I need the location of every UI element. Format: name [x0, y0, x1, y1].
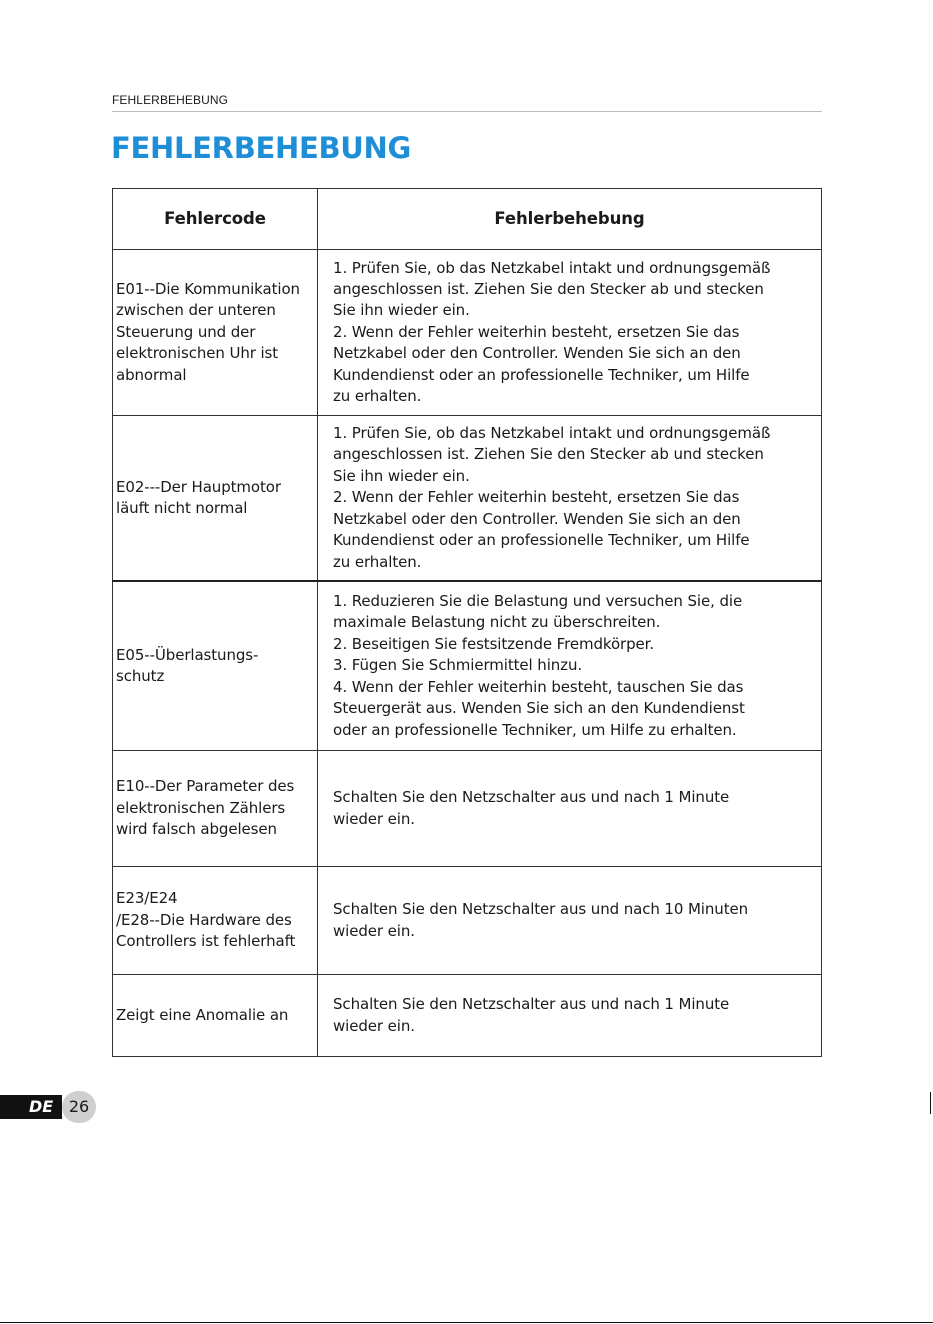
remedy-line: maximale Belastung nicht zu überschreiten.: [333, 613, 661, 632]
remedy-line: Netzkabel oder den Controller. Wenden Sie sich an den: [333, 509, 741, 528]
error-code-cell: [113, 867, 318, 975]
error-code-line: E23/E24: [116, 889, 178, 908]
remedy-line: 3. Fügen Sie Schmiermittel hinzu.: [333, 656, 583, 675]
remedy-line: oder an professionelle Techniker, um Hilfe zu erhalten.: [333, 720, 737, 739]
remedy-line: wieder ein.: [333, 809, 415, 828]
error-code-line: wird falsch abgelesen: [116, 820, 277, 839]
table-row: [113, 867, 822, 975]
remedy-cell: [318, 250, 822, 416]
remedy-line: 1. Prüfen Sie, ob das Netzkabel intakt und ordnungsgemäß: [333, 258, 771, 277]
remedy-line: Schalten Sie den Netzschalter aus und nach 1 Minute: [333, 995, 730, 1014]
remedy-line: angeschlossen ist. Ziehen Sie den Stecker ab und stecken: [333, 445, 764, 464]
crop-mark: [930, 1092, 931, 1114]
error-code-line: schutz: [116, 667, 165, 685]
table-header-row: [113, 189, 822, 250]
table-row: [113, 250, 822, 416]
remedy-line: 2. Wenn der Fehler weiterhin besteht, ersetzen Sie das: [333, 488, 740, 507]
error-code-line: abnormal: [116, 365, 187, 384]
remedy-line: wieder ein.: [333, 1016, 415, 1035]
error-code-line: Zeigt eine Anomalie an: [116, 1005, 289, 1024]
remedy-cell: [318, 416, 822, 582]
error-code-line: E01--Die Kommunikation: [116, 279, 300, 298]
page-bottom-edge: [0, 1322, 933, 1323]
remedy-line: Kundendienst oder an professionelle Techniker, um Hilfe: [333, 365, 750, 384]
error-code-line: E05--Überlastungs-: [116, 645, 259, 664]
remedy-line: 1. Reduzieren Sie die Belastung und versuchen Sie, die: [333, 592, 743, 611]
remedy-cell: [318, 975, 822, 1057]
error-code-line: Controllers ist fehlerhaft: [116, 932, 296, 951]
error-code-cell: [113, 416, 318, 582]
remedy-line: zu erhalten.: [333, 552, 422, 571]
troubleshooting-table: [112, 188, 822, 1057]
error-code-line: Steuerung und der: [116, 322, 256, 341]
error-code-cell: [113, 751, 318, 867]
error-code-cell: [113, 581, 318, 751]
table-row: [113, 751, 822, 867]
error-code-line: läuft nicht normal: [116, 499, 248, 517]
remedy-line: Schalten Sie den Netzschalter aus und nach 1 Minute: [333, 788, 730, 807]
remedy-line: Schalten Sie den Netzschalter aus und nach 10 Minuten: [333, 900, 749, 919]
remedy-cell: [318, 751, 822, 867]
error-code-cell: [113, 975, 318, 1057]
header-divider: [112, 111, 822, 112]
remedy-line: Sie ihn wieder ein.: [333, 301, 470, 320]
error-code-line: E10--Der Parameter des: [116, 777, 295, 796]
remedy-cell: [318, 581, 822, 751]
error-code-line: /E28--Die Hardware des: [116, 910, 292, 929]
language-label: DE: [29, 1097, 54, 1116]
error-code-line: E02---Der Hauptmotor: [116, 477, 281, 496]
remedy-line: Sie ihn wieder ein.: [333, 466, 470, 485]
table-row: [113, 581, 822, 751]
error-code-line: elektronischen Uhr ist: [116, 344, 279, 363]
remedy-line: 1. Prüfen Sie, ob das Netzkabel intakt und ordnungsgemäß: [333, 424, 771, 443]
error-code-cell: [113, 250, 318, 416]
error-code-line: elektronischen Zählers: [116, 798, 286, 817]
page-number-badge: 26: [62, 1091, 96, 1123]
remedy-line: Kundendienst oder an professionelle Techniker, um Hilfe: [333, 531, 750, 550]
remedy-line: 4. Wenn der Fehler weiterhin besteht, tauschen Sie das: [333, 677, 744, 696]
remedy-line: angeschlossen ist. Ziehen Sie den Stecker ab und stecken: [333, 279, 764, 298]
remedy-cell: [318, 867, 822, 975]
table-row: [113, 975, 822, 1057]
remedy-line: wieder ein.: [333, 921, 415, 940]
remedy-line: Steuergerät aus. Wenden Sie sich an den Kundendienst: [333, 699, 745, 718]
remedy-line: zu erhalten.: [333, 387, 422, 406]
error-code-line: zwischen der unteren: [116, 301, 276, 320]
column-header-code: Fehlercode: [113, 189, 318, 250]
remedy-line: 2. Wenn der Fehler weiterhin besteht, ersetzen Sie das: [333, 322, 740, 341]
column-header-fix: Fehlerbehebung: [318, 189, 822, 250]
table-row: [113, 416, 822, 582]
page-title: FEHLERBEHEBUNG: [111, 131, 412, 165]
running-header: FEHLERBEHEBUNG: [112, 93, 229, 107]
remedy-line: 2. Beseitigen Sie festsitzende Fremdkörper.: [333, 634, 655, 653]
remedy-line: Netzkabel oder den Controller. Wenden Sie sich an den: [333, 344, 741, 363]
